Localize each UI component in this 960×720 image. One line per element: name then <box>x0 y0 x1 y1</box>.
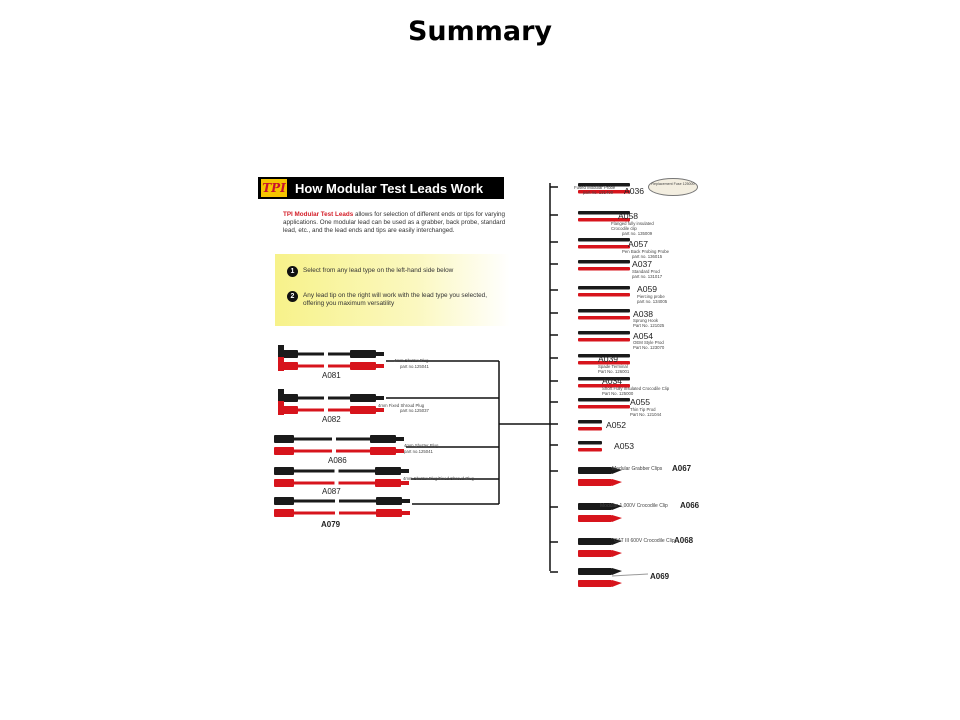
tip-desc-a068: CAT III 600V Crocodile Clip <box>614 538 675 544</box>
step-2-text: Any lead tip on the right will work with the lead type you selected, offering you maximum versatility <box>303 292 488 307</box>
connector-lines <box>386 183 550 571</box>
tip-code-a058: A058 <box>618 211 639 221</box>
lead-code-a082: A082 <box>322 415 341 424</box>
intro-text: allows for selection of different ends or tips for varying applications. One modular lead can be used as a grabber, back probe, standard lead, etc., and the lead ends and tips are easily interchanged. <box>283 211 506 234</box>
tip-desc-a066: Modular 1,000V Crocodile Clip <box>600 503 668 509</box>
tip-shape-a052 <box>578 420 602 431</box>
tip-desc-a055: Thin Tip Prod <box>630 407 656 412</box>
poster-title: How Modular Test Leads Work <box>295 180 484 196</box>
lead-code-a081: A081 <box>322 371 341 380</box>
tip-code-a036: A036 <box>624 186 645 196</box>
lead-code-a086: A086 <box>328 456 347 465</box>
tip-code-a059: A059 <box>637 284 658 294</box>
tip-code-a037: A037 <box>632 259 653 269</box>
tip-part-a036: part no. 131400 <box>583 190 614 195</box>
tip-code-a055: A055 <box>630 397 651 407</box>
tip-desc-a067: Modular Grabber Clips <box>612 466 663 472</box>
tip-desc-a058: Flanged fully insulated Crocodile clip <box>611 221 654 231</box>
lead-shape-a081 <box>278 345 384 371</box>
lead-desc-a087: 4mm Shutter Plug/Fixed Shroud Plug <box>403 476 474 481</box>
tip-code-a038: A038 <box>633 309 654 319</box>
tip-code-a053: A053 <box>614 441 635 451</box>
tip-shape-a038 <box>578 309 630 320</box>
intro-brand: TPI Modular Test Leads <box>283 211 354 218</box>
tip-code-a052: A052 <box>606 420 627 430</box>
tip-ticks <box>550 187 558 572</box>
lead-code-a087: A087 <box>322 487 341 496</box>
lead-shape-a079 <box>274 496 410 518</box>
lead-part-a086: part no.125041 <box>404 449 433 454</box>
lead-diagram-graphics <box>256 175 704 595</box>
lead-code-a079: A079 <box>321 520 341 529</box>
tip-desc-a034: Short Fully Insulated Crocodile Clip <box>602 386 670 391</box>
lead-shape-a082 <box>278 389 384 415</box>
tip-code-a069: A069 <box>650 572 670 581</box>
tip-shape-a059 <box>578 286 630 297</box>
step-1-number: 1 <box>287 266 298 277</box>
lead-part-a082: part no.125037 <box>400 408 429 413</box>
tip-part-a034: Part No. 125000 <box>602 391 634 396</box>
tip-part-a058: part no. 135009 <box>622 231 653 236</box>
tip-desc-a059: Piercing probe <box>637 294 665 299</box>
fuse-badge: Replacement Fuse 125000 <box>648 178 698 196</box>
tip-desc-a038: Sprung Hook <box>633 318 659 323</box>
tip-desc-a036: Fused Modular Probe <box>574 185 616 190</box>
lead-desc-a086: 4mm Shutter Plug <box>404 443 439 448</box>
tip-shape-a069 <box>578 568 622 587</box>
step-2-number: 2 <box>287 291 298 302</box>
tip-code-a068: A068 <box>674 536 694 545</box>
tip-shape-a053 <box>578 441 602 452</box>
modular-test-leads-poster <box>256 175 704 595</box>
tip-desc-a057: Pen Back Probing Probe <box>622 249 670 254</box>
lead-desc-a082: 4mm Fixed Shroud Plug <box>378 403 425 408</box>
tip-desc-a054: OEM Style Prod <box>633 340 664 345</box>
tip-part-a057: part no. 136015 <box>632 254 663 259</box>
tip-code-a034: A034 <box>602 376 623 386</box>
lead-part-a081: part no.125041 <box>400 364 429 369</box>
slide-title: Summary <box>407 16 553 47</box>
tip-part-a055: Part No. 121044 <box>630 412 662 417</box>
tip-code-a067: A067 <box>672 464 692 473</box>
tip-code-a054: A054 <box>633 331 654 341</box>
tip-shape-a057 <box>578 238 630 249</box>
tip-part-a054: Part No. 123070 <box>633 345 665 350</box>
tip-desc-a039: Spade Terminal <box>598 364 628 369</box>
tip-code-a057: A057 <box>628 239 649 249</box>
tip-part-a039: Part No. 126001 <box>598 369 630 374</box>
step-1-text: Select from any lead type on the left-hand side below <box>303 267 454 274</box>
tip-shape-a037 <box>578 260 630 271</box>
tip-shape-a055 <box>578 398 630 409</box>
tpi-logo: TPI <box>262 181 286 195</box>
lead-shape-a087 <box>274 466 409 488</box>
lead-desc-a081: 4mm Shutter Plug <box>394 358 429 363</box>
left-lead-shapes <box>274 345 410 518</box>
tip-desc-a037: Standard Prod <box>632 269 660 274</box>
lead-shape-a086 <box>274 434 404 456</box>
tip-part-a059: part no. 134005 <box>637 299 668 304</box>
tip-part-a037: part no. 131017 <box>632 274 663 279</box>
tip-code-a066: A066 <box>680 501 700 510</box>
tip-code-a039: A039 <box>598 354 619 364</box>
tip-shape-a054 <box>578 331 630 342</box>
tip-part-a038: Part No. 121025 <box>633 323 665 328</box>
